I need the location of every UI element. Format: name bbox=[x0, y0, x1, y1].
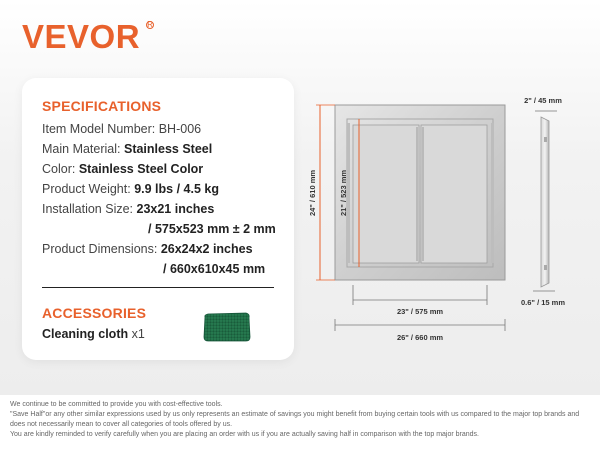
spec-label: Item Model Number: bbox=[42, 122, 159, 136]
spec-value: BH-006 bbox=[158, 122, 202, 136]
side-profile bbox=[541, 117, 549, 287]
accessories-heading: ACCESSORIES bbox=[42, 305, 147, 321]
specifications-heading: SPECIFICATIONS bbox=[42, 98, 162, 114]
spec-label: Product Weight: bbox=[42, 182, 135, 196]
right-door-panel bbox=[421, 125, 487, 263]
spec-label: Installation Size: bbox=[42, 202, 137, 216]
spec-row-installation-size bbox=[42, 202, 214, 216]
specifications-card bbox=[22, 78, 294, 360]
spec-label: Color: bbox=[42, 162, 79, 176]
section-divider bbox=[42, 287, 274, 288]
dim-outer-width-label: 26" / 660 mm bbox=[396, 333, 444, 342]
spec-value: 9.9 lbs / 4.5 kg bbox=[134, 182, 219, 196]
spec-row-model bbox=[42, 122, 201, 136]
spec-value: 26x24x2 inches bbox=[160, 242, 253, 256]
footer-line: We continue to be committed to provide you with cost-effective tools. bbox=[10, 401, 223, 408]
spec-row-color bbox=[42, 162, 203, 176]
accessory-name: Cleaning cloth bbox=[42, 327, 129, 341]
dim-outer-height-label: 24" / 610 mm bbox=[308, 169, 317, 217]
spec-label: Main Material: bbox=[42, 142, 124, 156]
spec-row-dimensions bbox=[42, 242, 253, 256]
spec-row-material bbox=[42, 142, 212, 156]
spec-row-dimensions-mm: / 660x610x45 mm bbox=[163, 262, 266, 276]
left-door-panel bbox=[353, 125, 419, 263]
footer-line: "Save Half"or any other similar expressions used by us only represents an estimate of savings you might benefit from buying certain tools with us compared to the major top brands and does not necessarily mean to cover all categories of tools offered by us. bbox=[10, 411, 580, 428]
door-dimension-diagram bbox=[295, 85, 595, 350]
spec-label: Product Dimensions: bbox=[42, 242, 161, 256]
accessory-item bbox=[42, 327, 145, 341]
brand-logo: VEVOR bbox=[22, 18, 141, 55]
spec-row-installation-size-mm: / 575x523 mm ± 2 mm bbox=[148, 222, 276, 236]
footer-disclaimer bbox=[10, 400, 595, 440]
spec-value: 23x21 inches bbox=[136, 202, 215, 216]
dim-inner-width-label: 23" / 575 mm bbox=[396, 307, 444, 316]
accessory-qty: x1 bbox=[128, 327, 145, 341]
footer-line: You are kindly reminded to verify carefully when you are placing an order with us if you are actually saving half in comparison with the top major brands. bbox=[10, 431, 479, 438]
cleaning-cloth-image bbox=[202, 311, 252, 343]
dim-flange-label: 0.6" / 15 mm bbox=[521, 298, 565, 307]
spec-row-weight bbox=[42, 182, 219, 196]
spec-value: Stainless Steel bbox=[123, 142, 213, 156]
spec-value: Stainless Steel Color bbox=[78, 162, 204, 176]
dim-inner-height-label: 21" / 523 mm bbox=[339, 169, 348, 217]
dim-depth-label: 2" / 45 mm bbox=[524, 96, 562, 105]
registered-mark-icon: R bbox=[147, 20, 153, 29]
